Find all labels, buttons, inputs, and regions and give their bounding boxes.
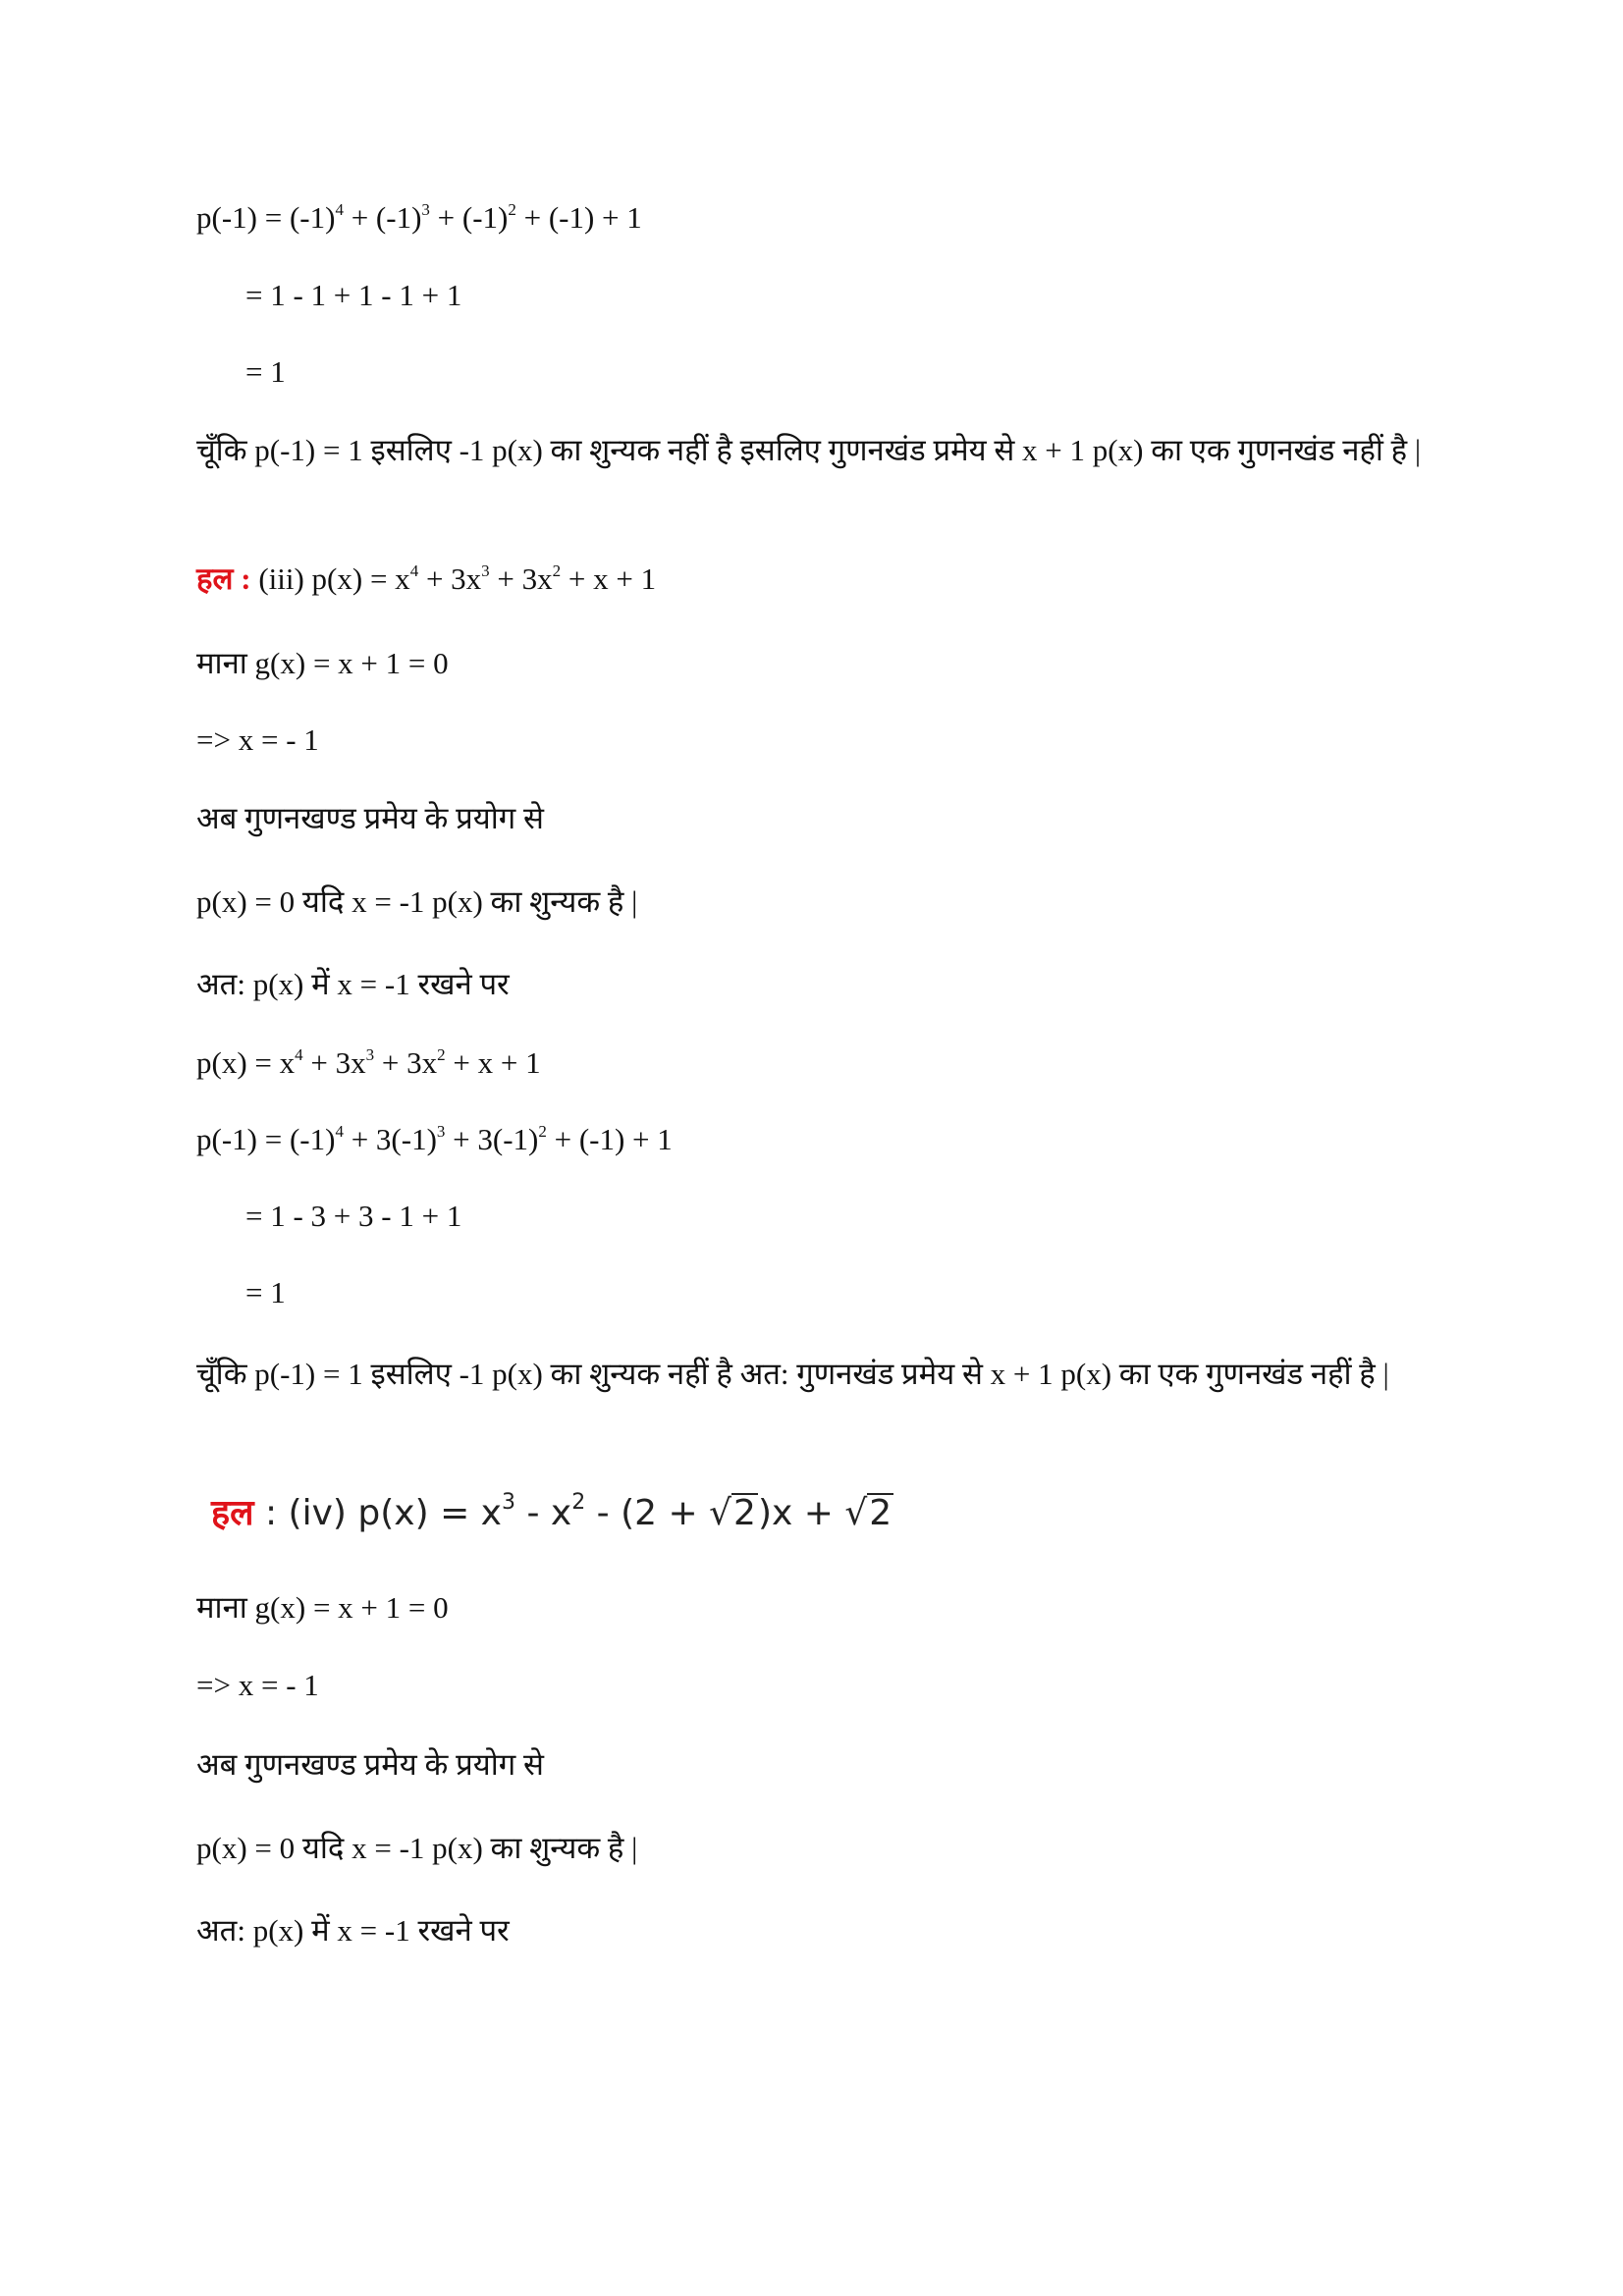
- zero-condition-line: p(x) = 0 यदि x = -1 p(x) का शुन्यक है |: [196, 1831, 638, 1865]
- equation-p-minus-1: $p(-1) = (-1)^4 + (-1)^3 + (-1)^2 + (-1) + 1$: [196, 200, 642, 235]
- solution-label: हल :: [196, 561, 251, 596]
- sqrt-icon: √2: [709, 1493, 756, 1533]
- conclusion-paragraph: चूँकि p(-1) = 1 इसलिए -1 p(x) का शुन्यक नहीं है अत: गुणनखंड प्रमेय से x + 1 p(x) का एक गुणनखंड नहीं है |: [196, 1357, 1389, 1391]
- equation-step: = 1 - 3 + 3 - 1 + 1: [245, 1199, 462, 1233]
- substitution-line: अत: p(x) में x = -1 रखने पर: [196, 1913, 510, 1948]
- equation-step: = 1 - 1 + 1 - 1 + 1: [245, 278, 462, 312]
- assumption-line: माना g(x) = x + 1 = 0: [196, 1590, 449, 1625]
- solution-label: हल: [211, 1493, 254, 1533]
- substitution-line: अत: p(x) में x = -1 रखने पर: [196, 967, 510, 1001]
- equation-p-minus-1: $p(-1) = (-1)^4 + 3(-1)^3 + 3(-1)^2 + (-1) + 1$: [196, 1122, 673, 1156]
- equation-result: = 1: [245, 1275, 286, 1309]
- polynomial-line: $p(x) = x^4 + 3x^3 + 3x^2 + x + 1$: [196, 1045, 541, 1080]
- implication-line: => x = - 1: [196, 722, 319, 757]
- implication-line: => x = - 1: [196, 1668, 319, 1702]
- conclusion-paragraph: चूँकि p(-1) = 1 इसलिए -1 p(x) का शुन्यक नहीं है इसलिए गुणनखंड प्रमेय से x + 1 p(x) का एक गुणनखंड नहीं है |: [196, 433, 1422, 467]
- theorem-usage-line: अब गुणनखण्ड प्रमेय के प्रयोग से: [196, 801, 544, 835]
- zero-condition-line: p(x) = 0 यदि x = -1 p(x) का शुन्यक है |: [196, 884, 638, 919]
- sqrt-icon: √2: [844, 1493, 893, 1533]
- solution-heading-iii: हल : (iii) $p(x) = x^4 + 3x^3 + 3x^2 + x + 1$: [196, 561, 657, 596]
- solution-heading-iv: हल : (iv) $p(x) = x^3 - x^2 - (2 + √2)x + √2$: [211, 1490, 893, 1542]
- assumption-line: माना g(x) = x + 1 = 0: [196, 646, 449, 680]
- theorem-usage-line: अब गुणनखण्ड प्रमेय के प्रयोग से: [196, 1747, 544, 1782]
- equation-result: = 1: [245, 354, 286, 389]
